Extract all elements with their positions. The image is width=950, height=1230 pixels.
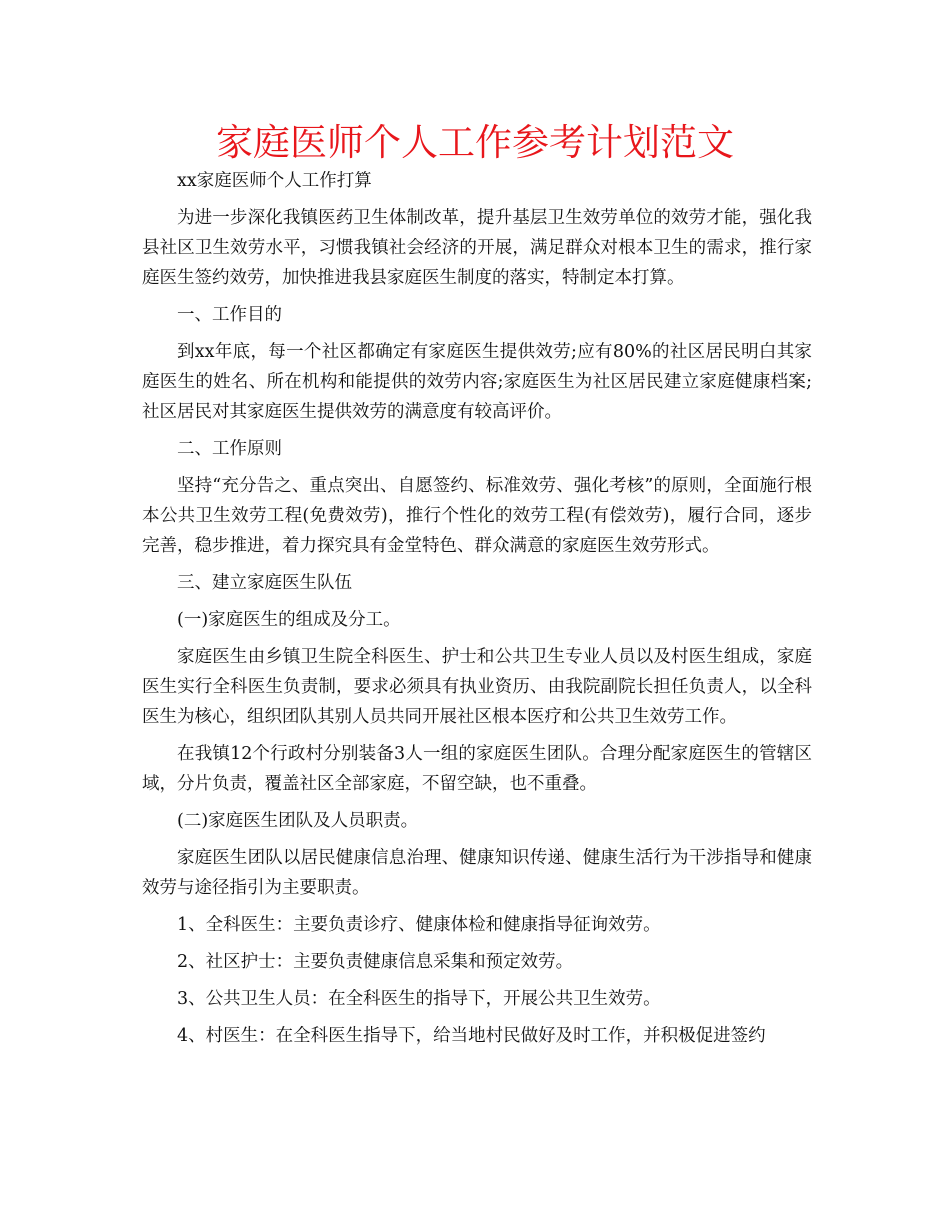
- paragraph-composition: 家庭医生由乡镇卫生院全科医生、护士和公共卫生专业人员以及村医生组成，家庭医生实行全科医生负责制，要求必须具有执业资历、由我院副院长担任负责人，以全科医生为核心，组织团队其别人员共同开展社区根本医疗和公共卫生效劳工作。: [142, 647, 812, 727]
- paragraph-subtitle: xx家庭医师个人工作打算: [177, 171, 372, 191]
- list-item-general-practitioner: 1、全科医生：主要负责诊疗、健康体检和健康指导征询效劳。: [177, 915, 661, 935]
- heading-team: 三、建立家庭医生队伍: [177, 573, 352, 593]
- paragraph-principles: 坚持“充分告之、重点突出、自愿签约、标准效劳、强化考核”的原则，全面施行根本公共卫生效劳工程(免费效劳)，推行个性化的效劳工程(有偿效劳)，履行合同，逐步完善，稳步推进，着力探究具有金堂特色、群众满意的家庭医生效劳形式。: [142, 476, 812, 556]
- document-title: 家庭医师个人工作参考计划范文: [216, 121, 734, 164]
- paragraph-duties: 家庭医生团队以居民健康信息治理、健康知识传递、健康生活行为干涉指导和健康效劳与途径指引为主要职责。: [142, 848, 812, 898]
- list-item-public-health-staff: 3、公共卫生人员：在全科医生的指导下，开展公共卫生效劳。: [177, 989, 661, 1009]
- subheading-composition: (一)家庭医生的组成及分工。: [177, 610, 401, 630]
- heading-principles: 二、工作原则: [177, 439, 282, 459]
- document-body: [142, 166, 812, 1051]
- paragraph-intro: 为进一步深化我镇医药卫生体制改革，提升基层卫生效劳单位的效劳才能，强化我县社区卫生效劳水平，习惯我镇社会经济的开展，满足群众对根本卫生的需求，推行家庭医生签约效劳，加快推进我县家庭医生制度的落实，特制定本打算。: [142, 208, 812, 288]
- list-item-village-doctor: 4、村医生：在全科医生指导下，给当地村民做好及时工作，并积极促进签约: [177, 1026, 766, 1046]
- subheading-duties: (二)家庭医生团队及人员职责。: [177, 811, 419, 831]
- list-item-community-nurse: 2、社区护士：主要负责健康信息采集和预定效劳。: [177, 952, 574, 972]
- heading-goals: 一、工作目的: [177, 305, 282, 325]
- paragraph-goals: 到xx年底，每一个社区都确定有家庭医生提供效劳;应有80%的社区居民明白其家庭医生的姓名、所在机构和能提供的效劳内容;家庭医生为社区居民建立家庭健康档案;社区居民对其家庭医生提供效劳的满意度有较高评价。: [142, 342, 812, 422]
- paragraph-team-allocation: 在我镇12个行政村分别装备3人一组的家庭医生团队。合理分配家庭医生的管辖区域，分片负责，覆盖社区全部家庭，不留空缺，也不重叠。: [142, 744, 812, 794]
